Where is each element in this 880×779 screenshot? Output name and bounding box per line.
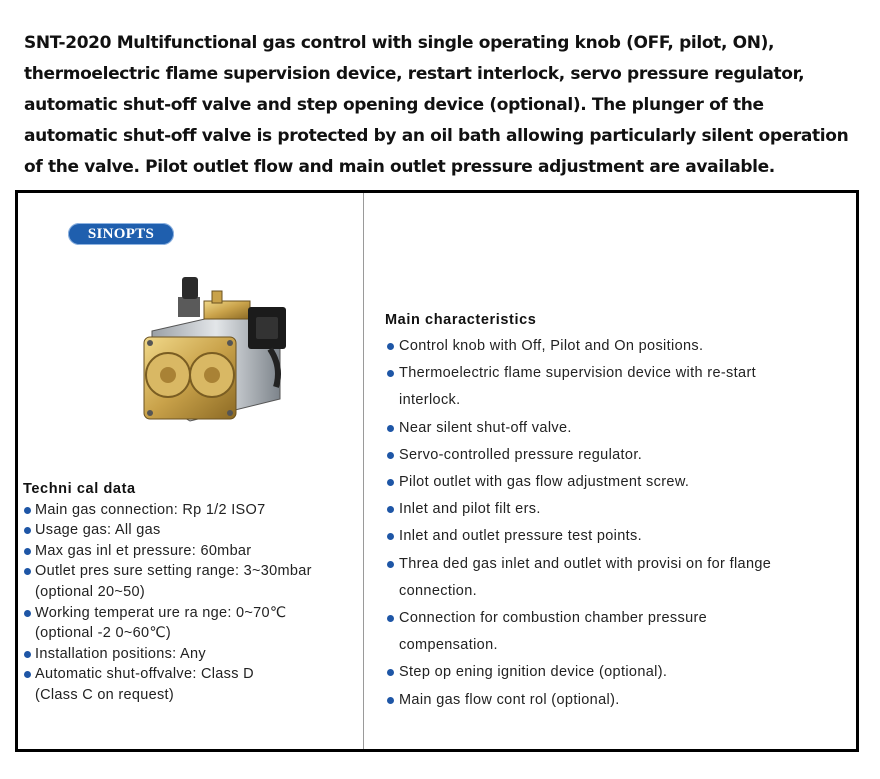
list-item: Step op ening ignition device (optional). <box>385 659 835 686</box>
list-item-continuation: (optional -2 0~60℃) <box>35 625 172 642</box>
intro-line: automatic shut-off valve is protected by an oil bath allowing particularly silent operation <box>24 126 849 146</box>
main-characteristics-section <box>385 309 835 714</box>
list-item: Outlet pres sure setting range: 3~30mbar <box>23 561 363 582</box>
list-item: Inlet and pilot filt ers. <box>385 496 835 523</box>
list-item: Control knob with Off, Pilot and On positions. <box>385 333 835 360</box>
list-item-continuation: compensation. <box>399 637 498 654</box>
intro-line: SNT-2020 Multifunctional gas control with single operating knob (OFF, pilot, ON), <box>24 33 775 53</box>
main-characteristics-heading: Main characteristics <box>385 312 537 328</box>
list-item: Installation positions: Any <box>23 644 363 665</box>
list-item: Pilot outlet with gas flow adjustment screw. <box>385 469 835 496</box>
list-item-continuation: interlock. <box>399 392 461 409</box>
list-item: Main gas flow cont rol (optional). <box>385 687 835 714</box>
list-item: Automatic shut-offvalve: Class D <box>23 664 363 685</box>
list-item: Thermoelectric flame supervision device with re-start <box>385 360 835 387</box>
list-item: Threa ded gas inlet and outlet with provisi on for flange <box>385 551 835 578</box>
list-item-continuation: connection. <box>399 582 478 599</box>
intro-line: automatic shut-off valve and step opening device (optional). The plunger of the <box>24 95 764 115</box>
intro-line: of the valve. Pilot outlet flow and main outlet pressure adjustment are available. <box>24 157 775 177</box>
technical-data-section <box>23 479 363 706</box>
spec-table <box>15 190 859 752</box>
list-item: Max gas inl et pressure: 60mbar <box>23 541 363 562</box>
list-item: Inlet and outlet pressure test points. <box>385 523 835 550</box>
brand-logo: SINOPTS <box>68 223 174 245</box>
list-item: Near silent shut-off valve. <box>385 415 835 442</box>
list-item: Working temperat ure ra nge: 0~70℃ <box>23 603 363 624</box>
list-item: Usage gas: All gas <box>23 520 363 541</box>
gas-valve-product-image <box>130 271 300 431</box>
intro-line: thermoelectric flame supervision device, restart interlock, servo pressure regulator, <box>24 64 805 84</box>
list-item: Main gas connection: Rp 1/2 ISO7 <box>23 500 363 521</box>
list-item: Servo-controlled pressure regulator. <box>385 442 835 469</box>
intro-paragraph <box>24 28 874 183</box>
technical-data-heading: Techni cal data <box>23 481 136 497</box>
list-item: Connection for combustion chamber pressure <box>385 605 835 632</box>
list-item-continuation: (optional 20~50) <box>35 583 146 600</box>
list-item-continuation: (Class C on request) <box>35 686 174 703</box>
column-divider <box>363 193 364 749</box>
